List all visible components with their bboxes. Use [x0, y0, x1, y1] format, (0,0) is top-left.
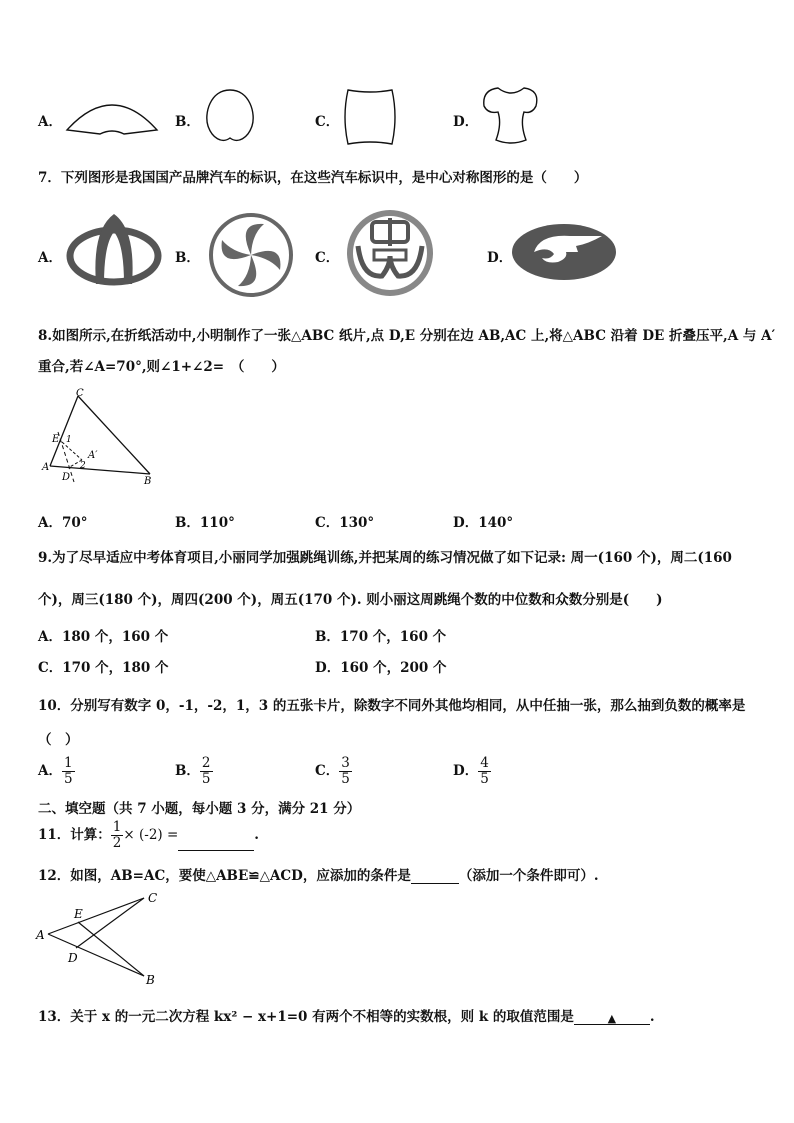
q10-option-b-label: B．: [175, 763, 200, 779]
q10-option-c: [315, 756, 352, 787]
q10-option-a: [38, 756, 75, 787]
q8-option-d: D．140°: [453, 515, 514, 531]
fig12-label-c: C: [148, 891, 158, 905]
barrel-shape-figure: [340, 86, 400, 148]
q13-text-before: 13．关于 x 的一元二次方程 kx² − x+1=0 有两个不相等的实数根，则 k 的取值范围是: [38, 1009, 574, 1025]
q6-option-b-label: B．: [175, 114, 200, 130]
fig8-label-a: A: [42, 462, 50, 473]
fig8-label-d: D: [62, 472, 71, 483]
q10-option-d-fraction: $\frac{4}{5}$: [480, 755, 489, 787]
q11-end: .: [254, 827, 259, 843]
fig12-label-e: E: [74, 907, 83, 921]
logo-c-icon: [342, 206, 438, 300]
q9-option-b: B．170 个，160 个: [315, 629, 447, 645]
q13-end: .: [649, 1009, 655, 1025]
fig12-label-d: D: [68, 951, 78, 965]
fig12-label-b: B: [146, 973, 155, 987]
q12-line: [38, 864, 599, 884]
logo-b-icon: [206, 212, 296, 298]
q8-option-b: B．110°: [175, 515, 235, 531]
fig8-label-b: B: [144, 476, 152, 487]
q6-option-d-label: D．: [453, 114, 479, 130]
q6-option-c-label: C．: [315, 114, 340, 130]
q8-triangle-figure: [38, 386, 158, 490]
q7-option-a-label: A．: [38, 250, 62, 266]
q10-option-b-fraction: $\frac{2}{5}$: [201, 755, 211, 787]
fig8-label-c: C: [76, 388, 84, 399]
q10-option-c-label: C．: [315, 763, 340, 779]
q11-answer-blank[interactable]: [178, 836, 254, 851]
q6-option-a-label: A．: [38, 114, 62, 130]
q12-answer-blank[interactable]: [411, 869, 459, 884]
q8-line1: 8.如图所示,在折纸活动中,小明制作了一张△ABC 纸片,点 D,E 分别在边 AB,AC 上,将△ABC 沿着 DE 折叠压平,A 与 A′: [38, 328, 776, 344]
logo-a-icon: [66, 210, 162, 292]
q10-line2: （ ）: [38, 732, 79, 748]
q10-option-d-label: D．: [453, 763, 479, 779]
q10-option-a-fraction: $\frac{1}{5}$: [63, 755, 73, 787]
q8-option-c: C．130°: [315, 515, 375, 531]
q7-option-d-label: D．: [487, 250, 513, 266]
q12-figure: [34, 884, 164, 990]
fig8-label-2: 2: [80, 461, 86, 471]
q13-answer-blank[interactable]: [574, 1010, 650, 1025]
q11-line: [38, 820, 259, 851]
q10-option-a-label: A．: [38, 763, 62, 779]
q11-fraction: $\frac{1}{2}$: [112, 819, 122, 851]
q8-line2: 重合,若∠A=70°,则∠1+∠2= （ ）: [38, 359, 285, 375]
q7-option-b-label: B．: [175, 250, 200, 266]
q13-marker: ▲: [607, 1012, 617, 1025]
fig8-label-a-prime: A′: [88, 450, 98, 461]
q9-option-d: D．160 个，200 个: [315, 660, 447, 676]
q12-text-after: （添加一个条件即可）.: [458, 868, 599, 884]
q10-option-b: [175, 756, 213, 787]
q9-line1: 9.为了尽早适应中考体育项目,小丽同学加强跳绳训练,并把某周的练习情况做了如下记录: 周一(160 个)，周二(160: [38, 550, 732, 566]
fig8-label-e: E: [52, 434, 60, 445]
mushroom-shape-figure: [478, 84, 544, 148]
egg-shape-figure: [202, 86, 258, 148]
q13-line: [38, 1005, 655, 1025]
q8-option-a: A．70°: [38, 515, 88, 531]
fig8-label-1: 1: [66, 435, 72, 445]
fan-shape-figure: [62, 90, 162, 138]
q10-option-d: [453, 756, 491, 787]
q11-expression: × (-2) =: [123, 827, 179, 843]
fig12-label-a: A: [36, 928, 45, 942]
q12-text-before: 12．如图，AB=AC，要使△ABE≌△ACD，应添加的条件是: [38, 868, 411, 884]
q7-text: 7．下列图形是我国国产品牌汽车的标识，在这些汽车标识中，是中心对称图形的是（ ）: [38, 170, 588, 186]
section-2-title: 二、填空题（共 7 小题，每小题 3 分，满分 21 分）: [38, 801, 361, 817]
q9-option-c: C．170 个，180 个: [38, 660, 169, 676]
logo-d-icon: [510, 222, 618, 282]
q9-line2: 个)，周三(180 个)，周四(200 个)，周五(170 个). 则小丽这周跳绳个数的中位数和众数分别是( ): [38, 592, 663, 608]
q9-option-a: A．180 个，160 个: [38, 629, 169, 645]
q10-option-c-fraction: $\frac{3}{5}$: [341, 755, 350, 787]
q11-prefix: 11．计算：: [38, 827, 111, 843]
q7-option-c-label: C．: [315, 250, 340, 266]
q10-line1: 10．分别写有数字 0，-1，-2，1，3 的五张卡片，除数字不同外其他均相同，从中任抽一张，那么抽到负数的概率是: [38, 698, 746, 714]
